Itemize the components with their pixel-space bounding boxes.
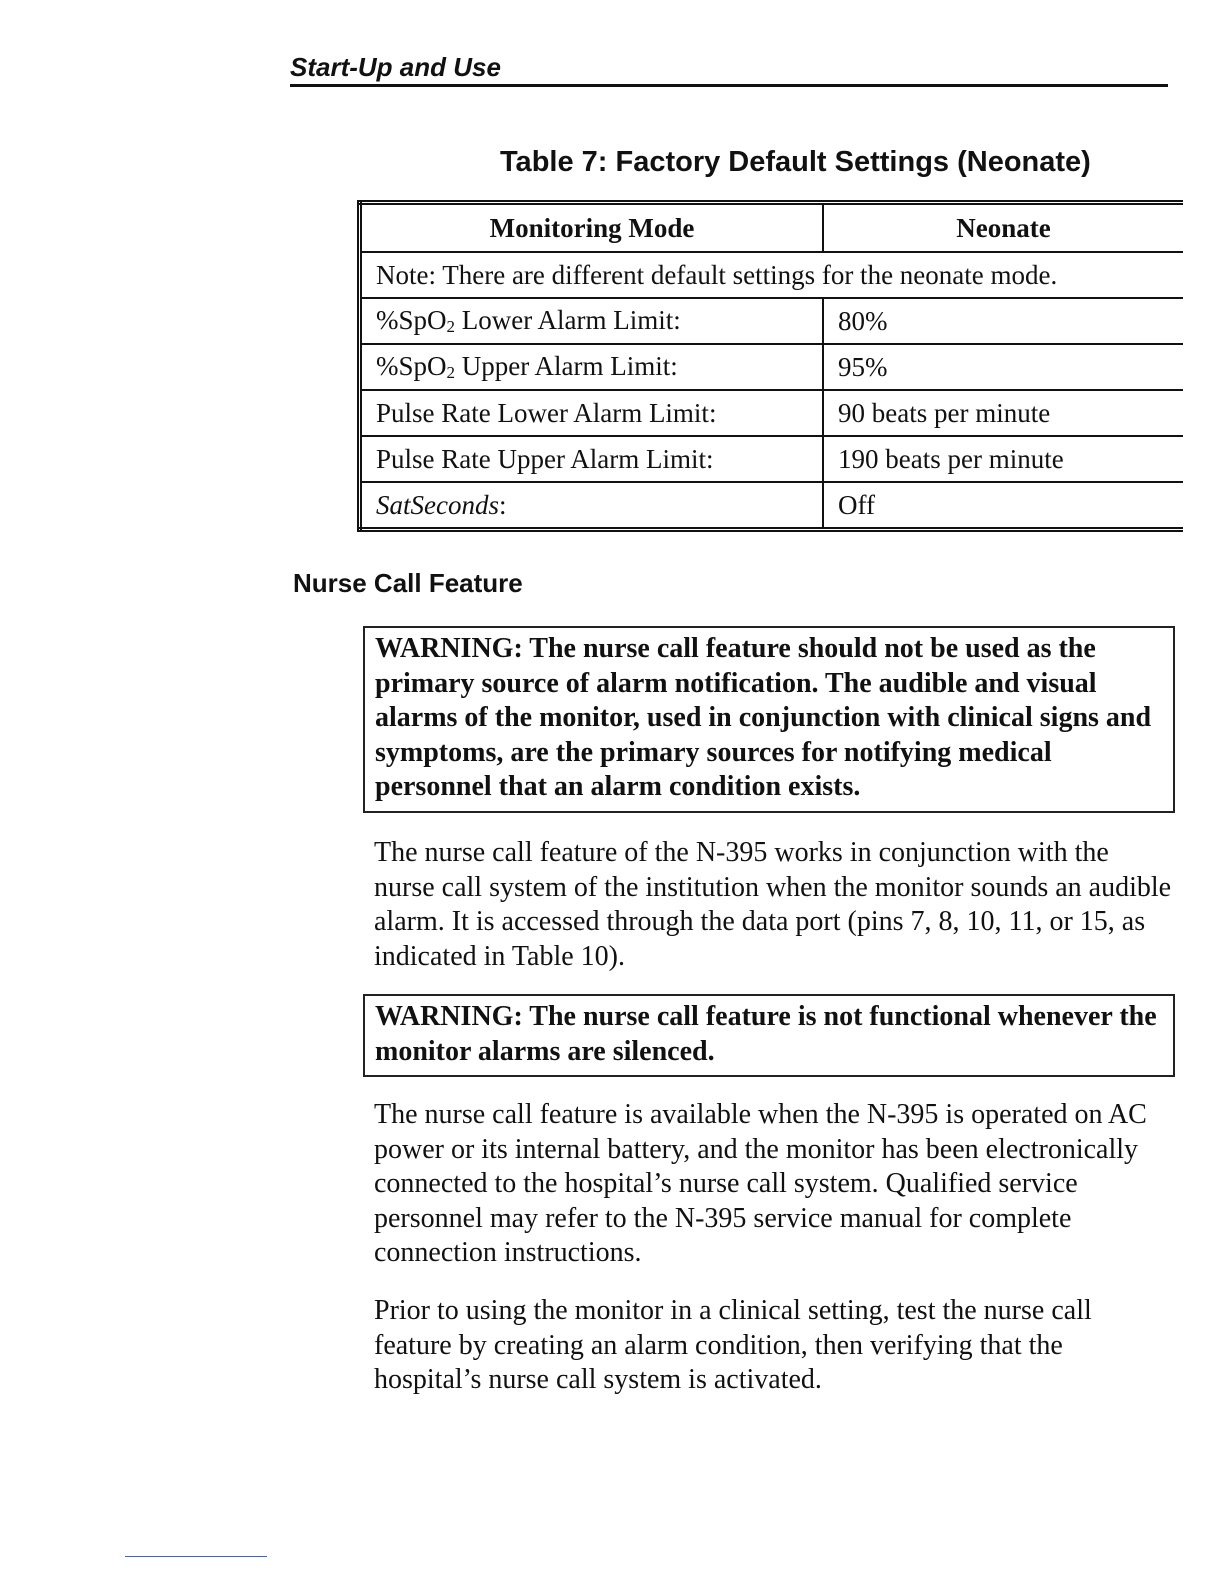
setting-value: 80% bbox=[823, 298, 1183, 344]
setting-label: Pulse Rate Lower Alarm Limit: bbox=[360, 390, 824, 436]
factory-defaults-table bbox=[357, 200, 1183, 532]
warning-box-primary-source: WARNING: The nurse call feature should not be used as the primary source of alarm notification. The audible and visual alarms of the monitor, used in conjunction with clinical signs and symptoms, are the primary sources for notifying medical personnel that an alarm condition exists. bbox=[363, 626, 1175, 813]
setting-label: %SpO2 Upper Alarm Limit: bbox=[360, 344, 824, 390]
setting-value: 95% bbox=[823, 344, 1183, 390]
column-header-neonate: Neonate bbox=[823, 203, 1183, 253]
table-header-row bbox=[360, 203, 1184, 253]
table-note-row bbox=[360, 252, 1184, 298]
paragraph-availability: The nurse call feature is available when the N-395 is operated on AC power or its internal battery, and the monitor has been electronically connected to the hospital’s nurse call system. Qualified service personnel may refer to the N-395 service manual for complete connection instructions. bbox=[374, 1099, 1147, 1268]
table-title: Table 7: Factory Default Settings (Neonate) bbox=[500, 146, 1091, 178]
running-header-title: Start-Up and Use bbox=[290, 52, 501, 82]
setting-label: %SpO2 Lower Alarm Limit: bbox=[360, 298, 824, 344]
setting-value: 190 beats per minute bbox=[823, 436, 1183, 482]
table-row bbox=[360, 344, 1184, 390]
warning-box-silenced: WARNING: The nurse call feature is not functional whenever the monitor alarms are silenced. bbox=[363, 994, 1175, 1077]
table-row bbox=[360, 436, 1184, 482]
table-note: Note: There are different default settings for the neonate mode. bbox=[360, 252, 1184, 298]
table-row bbox=[360, 390, 1184, 436]
table-row bbox=[360, 482, 1184, 530]
setting-value: Off bbox=[823, 482, 1183, 530]
footer-rule bbox=[125, 1556, 267, 1557]
paragraph-testing: Prior to using the monitor in a clinical setting, test the nurse call feature by creating an alarm condition, then verifying that the hospital’s nurse call system is activated. bbox=[374, 1295, 1092, 1395]
setting-label: Pulse Rate Upper Alarm Limit: bbox=[360, 436, 824, 482]
header-rule bbox=[290, 84, 1168, 87]
setting-value: 90 beats per minute bbox=[823, 390, 1183, 436]
column-header-monitoring-mode: Monitoring Mode bbox=[360, 203, 824, 253]
table-row bbox=[360, 298, 1184, 344]
setting-label: SatSeconds: bbox=[360, 482, 824, 530]
paragraph-data-port: The nurse call feature of the N-395 works in conjunction with the nurse call system of the institution when the monitor sounds an audible alarm. It is accessed through the data port (pins 7, 8, 10, 11, or 15, as indicated in Table 10). bbox=[374, 837, 1172, 972]
section-heading: Nurse Call Feature bbox=[293, 568, 523, 598]
running-header bbox=[290, 52, 1168, 82]
